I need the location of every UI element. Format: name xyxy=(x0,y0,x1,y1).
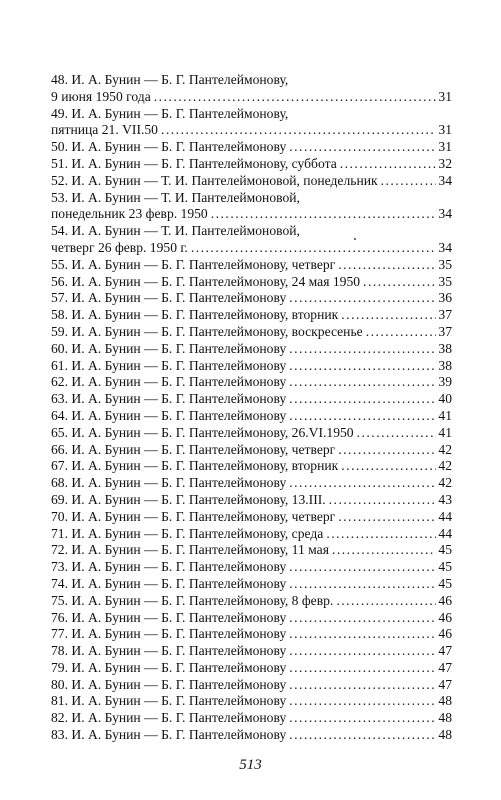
toc-entry-line xyxy=(51,593,452,610)
toc-entry-text: 62. И. А. Бунин — Б. Г. Пантелеймонову xyxy=(51,374,287,390)
toc-entry xyxy=(51,358,452,375)
dot-leader xyxy=(357,425,437,442)
toc-entry-text: 71. И. А. Бунин — Б. Г. Пантелеймонову, среда xyxy=(51,525,324,541)
toc-page-number: 35 xyxy=(438,273,452,289)
toc-entry-text: 79. И. А. Бунин — Б. Г. Пантелеймонову xyxy=(51,659,287,675)
toc-entry-text: 60. И. А. Бунин — Б. Г. Пантелеймонову xyxy=(51,340,287,356)
toc-entry-line xyxy=(51,106,452,123)
dot-leader xyxy=(191,240,437,257)
toc-entry-text: 68. И. А. Бунин — Б. Г. Пантелеймонову xyxy=(51,475,287,491)
dot-leader xyxy=(341,307,436,324)
toc-entry-line xyxy=(51,257,452,274)
toc-entry-line xyxy=(51,408,452,425)
toc-page-number: 44 xyxy=(438,525,452,541)
toc-page-number: 36 xyxy=(438,290,452,306)
dot-leader xyxy=(289,408,436,425)
toc-entry-text: 80. И. А. Бунин — Б. Г. Пантелеймонову xyxy=(51,676,287,692)
dot-leader xyxy=(329,492,437,509)
toc-entry-text: пятница 21. VII.50 xyxy=(51,122,158,138)
toc-entry-text: 59. И. А. Бунин — Б. Г. Пантелеймонову, воскресенье xyxy=(51,323,363,339)
toc-entry-line xyxy=(51,391,452,408)
toc-entry xyxy=(51,106,452,140)
toc-entry xyxy=(51,660,452,677)
toc-entry-line xyxy=(51,173,452,190)
toc-entry xyxy=(51,475,452,492)
toc-entry-line xyxy=(51,677,452,694)
toc-page-number: 34 xyxy=(438,206,452,222)
dot-leader xyxy=(289,391,436,408)
toc-entry xyxy=(51,425,452,442)
toc-entry-line xyxy=(51,374,452,391)
toc-page-number: 42 xyxy=(438,475,452,491)
dot-leader xyxy=(363,274,436,291)
toc-entry-text: 50. И. А. Бунин — Б. Г. Пантелеймонову xyxy=(51,139,287,155)
dot-leader xyxy=(289,710,436,727)
toc-entry xyxy=(51,139,452,156)
toc-entry-text: 82. И. А. Бунин — Б. Г. Пантелеймонову xyxy=(51,710,287,726)
toc-entry-text: 66. И. А. Бунин — Б. Г. Пантелеймонову, четверг xyxy=(51,441,336,457)
toc-entry-text: 49. И. А. Бунин — Б. Г. Пантелеймонову, xyxy=(51,105,289,121)
toc-entry-text: 76. И. А. Бунин — Б. Г. Пантелеймонову xyxy=(51,609,287,625)
dot-leader xyxy=(289,610,436,627)
dot-leader xyxy=(154,89,437,106)
toc-page-number: 35 xyxy=(438,256,452,272)
toc-page-number: 46 xyxy=(438,626,452,642)
toc-entry-text: 51. И. А. Бунин — Б. Г. Пантелеймонову, суббота xyxy=(51,155,337,171)
toc-entry-line xyxy=(51,492,452,509)
toc-page-number: 47 xyxy=(438,659,452,675)
print-speck xyxy=(354,238,356,240)
toc-entry-text: 61. И. А. Бунин — Б. Г. Пантелеймонову xyxy=(51,357,287,373)
toc-entry-text: 54. И. А. Бунин — Т. И. Пантелеймоновой, xyxy=(51,223,300,239)
toc-entry-line xyxy=(51,693,452,710)
toc-page-number: 38 xyxy=(438,357,452,373)
toc-entry-line xyxy=(51,240,452,257)
toc-entry-text: 65. И. А. Бунин — Б. Г. Пантелеймонову, 26.VI.1950 xyxy=(51,424,354,440)
toc-entry-line xyxy=(51,526,452,543)
dot-leader xyxy=(289,660,436,677)
dot-leader xyxy=(338,509,436,526)
toc-page-number: 48 xyxy=(438,710,452,726)
toc-entry xyxy=(51,391,452,408)
toc-entry-text: 9 июня 1950 года xyxy=(51,88,151,104)
toc-page-number: 39 xyxy=(438,374,452,390)
toc-entry xyxy=(51,274,452,291)
toc-entry-line xyxy=(51,307,452,324)
dot-leader xyxy=(211,206,437,223)
toc-page-number: 41 xyxy=(438,424,452,440)
toc-page-number: 34 xyxy=(438,172,452,188)
toc-entry-line xyxy=(51,290,452,307)
toc-entry xyxy=(51,223,452,257)
toc-entry xyxy=(51,257,452,274)
toc-entry-line xyxy=(51,610,452,627)
dot-leader xyxy=(289,727,436,744)
toc-entry xyxy=(51,559,452,576)
toc-entry-text: 67. И. А. Бунин — Б. Г. Пантелеймонову, вторник xyxy=(51,458,339,474)
toc-entry xyxy=(51,677,452,694)
toc-entry-line xyxy=(51,576,452,593)
toc-page-number: 45 xyxy=(438,559,452,575)
toc-page-number: 37 xyxy=(438,323,452,339)
toc-page-number: 48 xyxy=(438,693,452,709)
dot-leader xyxy=(340,156,437,173)
toc-entry-line xyxy=(51,475,452,492)
dot-leader xyxy=(289,677,436,694)
toc-entry-text: 48. И. А. Бунин — Б. Г. Пантелеймонову, xyxy=(51,72,289,87)
toc-entry xyxy=(51,626,452,643)
toc-page-number: 34 xyxy=(438,239,452,255)
toc-entry-line xyxy=(51,156,452,173)
toc-entry-text: понедельник 23 февр. 1950 xyxy=(51,206,208,222)
toc-entry-line xyxy=(51,727,452,744)
toc-page-number: 48 xyxy=(438,727,452,743)
toc-entry-text: 74. И. А. Бунин — Б. Г. Пантелеймонову xyxy=(51,575,287,591)
toc-entry-text: 64. И. А. Бунин — Б. Г. Пантелеймонову xyxy=(51,407,287,423)
dot-leader xyxy=(366,324,437,341)
toc-entry xyxy=(51,693,452,710)
toc-entry-text: 55. И. А. Бунин — Б. Г. Пантелеймонову, четверг xyxy=(51,256,336,272)
toc-entry-text: 52. И. А. Бунин — Т. И. Пантелеймоновой, понедельник xyxy=(51,172,378,188)
toc-entry-line xyxy=(51,442,452,459)
toc-page-number: 40 xyxy=(438,391,452,407)
toc-entry-text: 72. И. А. Бунин — Б. Г. Пантелеймонову, 11 мая xyxy=(51,542,329,558)
dot-leader xyxy=(289,693,436,710)
toc-entry-line xyxy=(51,358,452,375)
toc-page-number: 46 xyxy=(438,592,452,608)
toc-entry-text: 56. И. А. Бунин — Б. Г. Пантелеймонову, 24 мая 1950 xyxy=(51,273,361,289)
dot-leader xyxy=(289,475,436,492)
toc-entry xyxy=(51,727,452,744)
toc-entry xyxy=(51,610,452,627)
toc-entry-text: 57. И. А. Бунин — Б. Г. Пантелеймонову xyxy=(51,290,287,306)
toc-entry-text: 81. И. А. Бунин — Б. Г. Пантелеймонову xyxy=(51,693,287,709)
dot-leader xyxy=(289,374,436,391)
toc-entry-text: четверг 26 февр. 1950 г. xyxy=(51,239,188,255)
dot-leader xyxy=(341,458,436,475)
dot-leader xyxy=(161,122,436,139)
toc-page-number: 31 xyxy=(438,139,452,155)
toc-entry xyxy=(51,408,452,425)
toc-page-number: 32 xyxy=(438,155,452,171)
dot-leader xyxy=(381,173,437,190)
toc-entry-line xyxy=(51,626,452,643)
toc-entry-text: 63. И. А. Бунин — Б. Г. Пантелеймонову xyxy=(51,391,287,407)
toc-entry-line xyxy=(51,458,452,475)
toc-entry-text: 69. И. А. Бунин — Б. Г. Пантелеймонову, 13.III. xyxy=(51,491,326,507)
toc-entry-line xyxy=(51,190,452,207)
toc-page-number: 43 xyxy=(438,491,452,507)
toc-entry-line xyxy=(51,710,452,727)
toc-page-number: 31 xyxy=(438,88,452,104)
toc-entry xyxy=(51,341,452,358)
toc-entry xyxy=(51,509,452,526)
toc-entry-text: 70. И. А. Бунин — Б. Г. Пантелеймонову, четверг xyxy=(51,508,336,524)
toc-entry xyxy=(51,442,452,459)
toc-entry-line xyxy=(51,223,452,240)
toc-entry-line xyxy=(51,341,452,358)
dot-leader xyxy=(289,643,436,660)
toc-entry-text: 75. И. А. Бунин — Б. Г. Пантелеймонову, 8 февр. xyxy=(51,592,334,608)
dot-leader xyxy=(332,542,436,559)
dot-leader xyxy=(326,526,436,543)
toc-entry xyxy=(51,190,452,224)
toc-page-number: 37 xyxy=(438,307,452,323)
toc-entry xyxy=(51,307,452,324)
toc-page-number: 46 xyxy=(438,609,452,625)
toc-page-number: 31 xyxy=(438,122,452,138)
toc-page-number: 47 xyxy=(438,676,452,692)
dot-leader xyxy=(289,576,436,593)
toc-entry xyxy=(51,710,452,727)
page-number: 513 xyxy=(239,757,262,773)
dot-leader xyxy=(289,290,436,307)
toc-page-number: 42 xyxy=(438,441,452,457)
toc-entry xyxy=(51,374,452,391)
toc-entry-line xyxy=(51,206,452,223)
toc-entry-line xyxy=(51,89,452,106)
toc-entry-line xyxy=(51,274,452,291)
toc-entry xyxy=(51,173,452,190)
toc-entry-line xyxy=(51,559,452,576)
toc-entry-line xyxy=(51,643,452,660)
toc-entry xyxy=(51,526,452,543)
toc-entry-line xyxy=(51,425,452,442)
toc-entry-text: 78. И. А. Бунин — Б. Г. Пантелеймонову xyxy=(51,643,287,659)
toc-page-number: 41 xyxy=(438,407,452,423)
toc-entry-line xyxy=(51,324,452,341)
toc-entry-line xyxy=(51,139,452,156)
dot-leader xyxy=(336,593,436,610)
dot-leader xyxy=(289,626,436,643)
toc-entry xyxy=(51,72,452,106)
dot-leader xyxy=(338,257,436,274)
toc-entry xyxy=(51,492,452,509)
dot-leader xyxy=(338,442,436,459)
toc-entry-line xyxy=(51,122,452,139)
toc-page-number: 44 xyxy=(438,508,452,524)
dot-leader xyxy=(289,341,436,358)
toc-page-number: 42 xyxy=(438,458,452,474)
toc-entry xyxy=(51,458,452,475)
toc-entry xyxy=(51,324,452,341)
toc-entry-line xyxy=(51,660,452,677)
toc-entry xyxy=(51,593,452,610)
toc-entry-line xyxy=(51,542,452,559)
toc-entry-text: 58. И. А. Бунин — Б. Г. Пантелеймонову, вторник xyxy=(51,307,339,323)
table-of-contents xyxy=(51,72,452,744)
dot-leader xyxy=(289,559,436,576)
toc-entry-text: 53. И. А. Бунин — Т. И. Пантелеймоновой, xyxy=(51,189,300,205)
toc-entry-text: 83. И. А. Бунин — Б. Г. Пантелеймонову xyxy=(51,727,287,743)
toc-page-number: 47 xyxy=(438,643,452,659)
dot-leader xyxy=(289,139,436,156)
toc-entry xyxy=(51,542,452,559)
toc-entry xyxy=(51,290,452,307)
toc-page-number: 38 xyxy=(438,340,452,356)
toc-entry-line xyxy=(51,509,452,526)
toc-page-number: 45 xyxy=(438,542,452,558)
toc-entry-text: 73. И. А. Бунин — Б. Г. Пантелеймонову xyxy=(51,559,287,575)
toc-entry-line xyxy=(51,72,452,89)
toc-entry-text: 77. И. А. Бунин — Б. Г. Пантелеймонову xyxy=(51,626,287,642)
toc-entry xyxy=(51,156,452,173)
toc-entry xyxy=(51,576,452,593)
toc-entry xyxy=(51,643,452,660)
dot-leader xyxy=(289,358,436,375)
toc-page-number: 45 xyxy=(438,575,452,591)
